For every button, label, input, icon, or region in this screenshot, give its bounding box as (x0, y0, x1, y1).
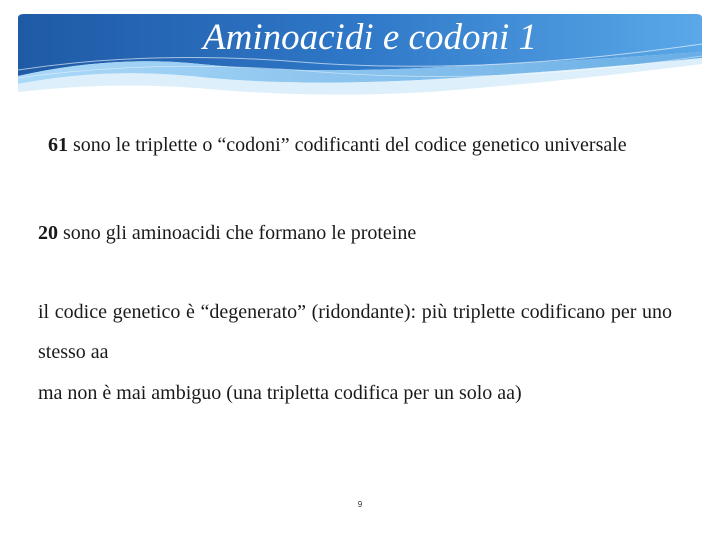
paragraph-aminoacids-text: sono gli aminoacidi che formano le proteine (58, 222, 417, 244)
paragraph-degenerate: il codice genetico è “degenerato” (ridondante): più triplette codificano per uno stesso aa (38, 301, 672, 363)
paragraph-unambiguous: ma non è mai ambiguo (una tripletta codifica per un solo aa) (38, 382, 522, 404)
paragraph-aminoacids (38, 213, 672, 253)
paragraph-codons (38, 125, 672, 165)
aminoacid-count: 20 (38, 222, 58, 244)
paragraph-codons-text: sono le triplette o “codoni” codificanti del codice genetico universale (68, 134, 627, 156)
slide-title: Aminoacidi e codoni 1 (203, 17, 537, 58)
slide-body (38, 125, 672, 415)
codon-count: 61 (48, 134, 68, 156)
page-number: 9 (357, 500, 363, 509)
